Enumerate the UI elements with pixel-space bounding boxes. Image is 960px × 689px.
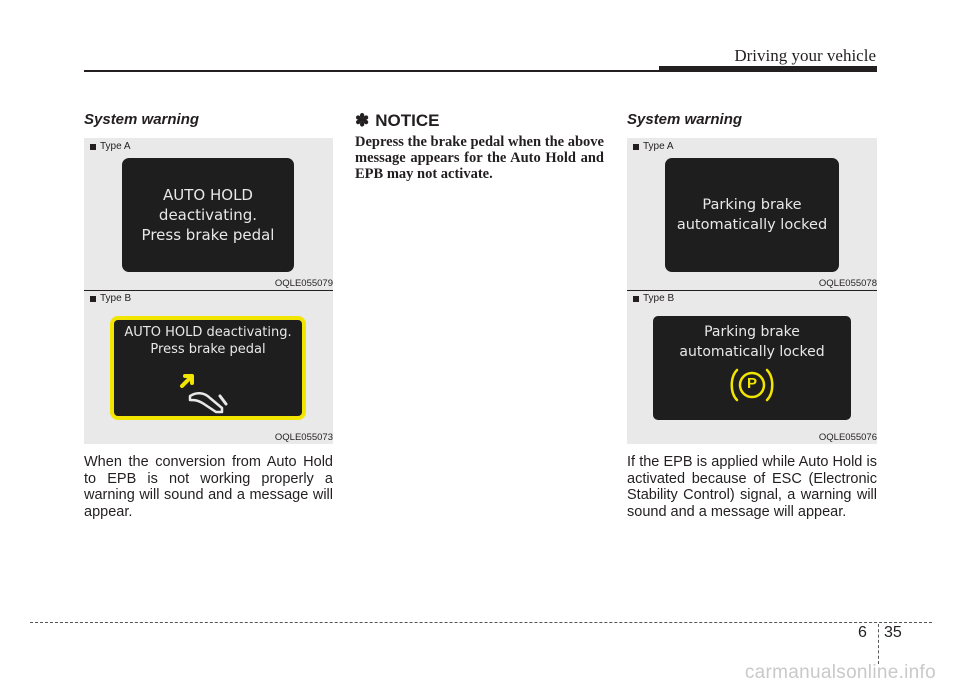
left-type-a-text: Type A	[100, 141, 131, 152]
display-line: Parking brake	[704, 324, 800, 340]
notice-asterisk-icon: ✽	[355, 111, 370, 130]
right-type-b-display	[653, 316, 851, 420]
right-type-a-text: Type A	[643, 141, 674, 152]
display-line: Press brake pedal	[141, 226, 275, 244]
right-body-text: If the EPB is applied while Auto Hold is activated because of ESC (Electronic Stability Control) signal, a warning will sound and a message will appear.	[627, 454, 877, 520]
footer-rule	[30, 622, 932, 623]
display-line: deactivating.	[158, 206, 258, 224]
display-line: Press brake pedal	[150, 342, 266, 357]
page-number-separator	[878, 624, 879, 664]
right-type-a-display	[665, 158, 839, 272]
notice-heading	[355, 111, 439, 131]
header-rule	[84, 70, 659, 72]
bullet-square-icon	[90, 296, 96, 302]
left-section-title: System warning	[84, 111, 200, 128]
left-type-a-code: OQLE055079	[274, 278, 333, 289]
watermark: carmanualsonline.info	[744, 662, 936, 683]
display-line: automatically locked	[679, 344, 825, 360]
left-type-a-display	[122, 158, 294, 272]
figure-divider	[627, 290, 877, 291]
notice-body: Depress the brake pedal when the above message appears for the Auto Hold and EPB may not activate.	[355, 134, 604, 182]
right-type-b-label	[633, 293, 674, 304]
chapter-number: 6	[858, 624, 867, 641]
left-type-a-label	[90, 141, 131, 152]
bullet-square-icon	[633, 296, 639, 302]
brake-pedal-icon	[176, 366, 248, 416]
left-body-text: When the conversion from Auto Hold to EPB is not working properly a warning will sound and a message will appear.	[84, 454, 333, 520]
left-type-b-label	[90, 293, 131, 304]
display-line: Parking brake	[702, 197, 802, 213]
page-number: 35	[884, 624, 902, 641]
display-line: AUTO HOLD deactivating.	[124, 325, 292, 340]
epb-symbol-letter: P	[746, 375, 757, 392]
left-figure-panel	[84, 138, 333, 444]
bullet-square-icon	[633, 144, 639, 150]
header-rule-accent	[659, 66, 877, 72]
right-type-b-text: Type B	[643, 293, 675, 304]
figure-divider	[84, 290, 333, 291]
right-figure-panel	[627, 138, 877, 444]
left-type-b-display	[110, 316, 306, 420]
right-type-b-code: OQLE055076	[818, 432, 877, 443]
right-section-title: System warning	[627, 111, 743, 128]
notice-title: NOTICE	[375, 111, 440, 130]
chapter-title: Driving your vehicle	[734, 46, 876, 65]
display-line: AUTO HOLD	[163, 186, 253, 204]
right-type-a-code: OQLE055078	[818, 278, 877, 289]
left-type-b-text: Type B	[100, 293, 132, 304]
bullet-square-icon	[90, 144, 96, 150]
display-line: automatically locked	[676, 217, 828, 233]
left-type-b-code: OQLE055073	[274, 432, 333, 443]
right-type-a-label	[633, 141, 674, 152]
